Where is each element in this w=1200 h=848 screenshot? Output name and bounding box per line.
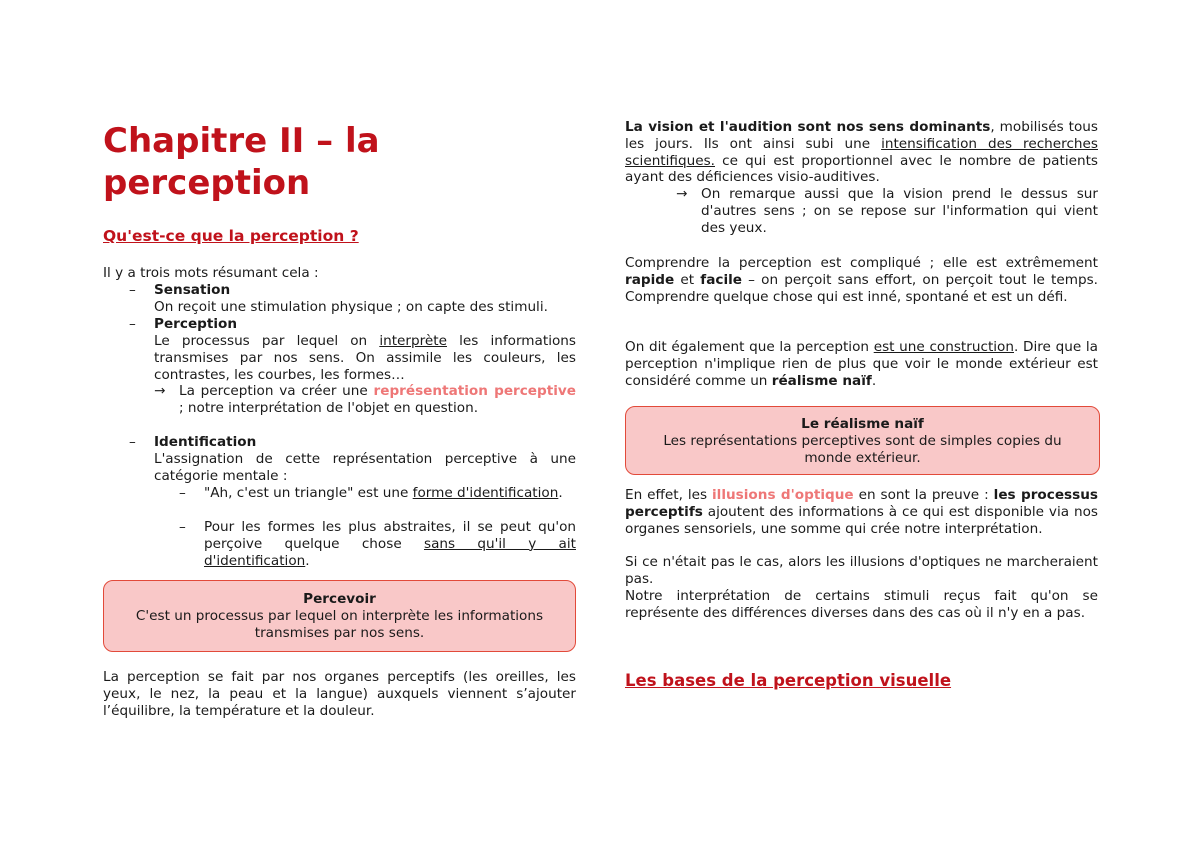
term-perception: Perception (154, 316, 238, 332)
definition-box-text: C'est un processus par lequel on interprète les informations transmises par nos sens. (135, 607, 544, 641)
definition-box-text: Les représentations perceptives sont de simples copies du monde extérieur. (663, 432, 1062, 466)
bullet-dash: – (129, 434, 136, 450)
identification-text: L'assignation de cette représentation perceptive à une catégorie mentale : (154, 451, 576, 484)
paragraph-illusions-3: Notre interprétation de certains stimuli reçus fait qu'on se représente des différences diverses dans des cas où il n'y en a pas. (625, 588, 1098, 621)
closing-paragraph: La perception se fait par nos organes perceptifs (les oreilles, les yeux, le nez, la peau et la langue) auxquels viennent s’ajouter l’équilibre, la température et la douleur. (103, 669, 576, 719)
identification-example-2: Pour les formes les plus abstraites, il se peut qu'on perçoive quelque chose sans qu'il y ait d'identification. (204, 519, 576, 569)
paragraph-illusions-2: Si ce n'était pas le cas, alors les illusions d'optiques ne marcheraient pas. (625, 554, 1098, 587)
arrow-icon: → (154, 383, 166, 399)
bullet-dash: – (129, 316, 136, 332)
sub-bullet-dash: – (179, 485, 186, 501)
definition-box-title: Le réalisme naïf (801, 416, 924, 432)
paragraph-illusions: En effet, les illusions d'optique en sont la preuve : les processus perceptifs ajoutent des informations à ce qui est disponible via nos organes sensoriels, une somme qui crée notre interprétation. (625, 487, 1098, 537)
vision-arrow-text: On remarque aussi que la vision prend le dessus sur d'autres sens ; on se repose sur l'information qui vient des yeux. (701, 186, 1098, 236)
chapter-title: Chapitre II – la perception (103, 121, 380, 203)
term-sensation: Sensation (154, 282, 231, 298)
section-heading-perception: Qu'est-ce que la perception ? (103, 227, 359, 245)
paragraph-construction: On dit également que la perception est une construction. Dire que la perception n'implique rien de plus que voir le monde extérieur est considéré comme un réalisme naïf. (625, 339, 1098, 389)
definition-box-percevoir (103, 580, 576, 652)
definition-box-realisme-naif (625, 406, 1100, 475)
perception-arrow-text: La perception va créer une représentation perceptive ; notre interprétation de l'objet en question. (179, 383, 576, 416)
section-heading-visual-perception: Les bases de la perception visuelle (625, 671, 952, 690)
intro-text: Il y a trois mots résumant cela : (103, 265, 319, 281)
identification-example-1: "Ah, c'est un triangle" est une forme d'identification. (204, 485, 563, 501)
bullet-dash: – (129, 282, 136, 298)
perception-text: Le processus par lequel on interprète les informations transmises par nos sens. On assimile les couleurs, les contrastes, les courbes, les formes… (154, 333, 576, 383)
arrow-icon: → (676, 186, 688, 202)
sensation-text: On reçoit une stimulation physique ; on capte des stimuli. (154, 299, 548, 315)
sub-bullet-dash: – (179, 519, 186, 535)
paragraph-dominant-senses: La vision et l'audition sont nos sens dominants, mobilisés tous les jours. Ils ont ainsi subi une intensification des recherches scientifiques. ce qui est proportionnel avec le nombre de patients ayant des déficiences visio-auditives. (625, 119, 1098, 186)
definition-box-title: Percevoir (303, 591, 376, 607)
term-identification: Identification (154, 434, 257, 450)
paragraph-complexity: Comprendre la perception est compliqué ; elle est extrêmement rapide et facile – on perçoit sans effort, on perçoit tout le temps. Comprendre quelque chose qui est inné, spontané et est un défi. (625, 255, 1098, 305)
